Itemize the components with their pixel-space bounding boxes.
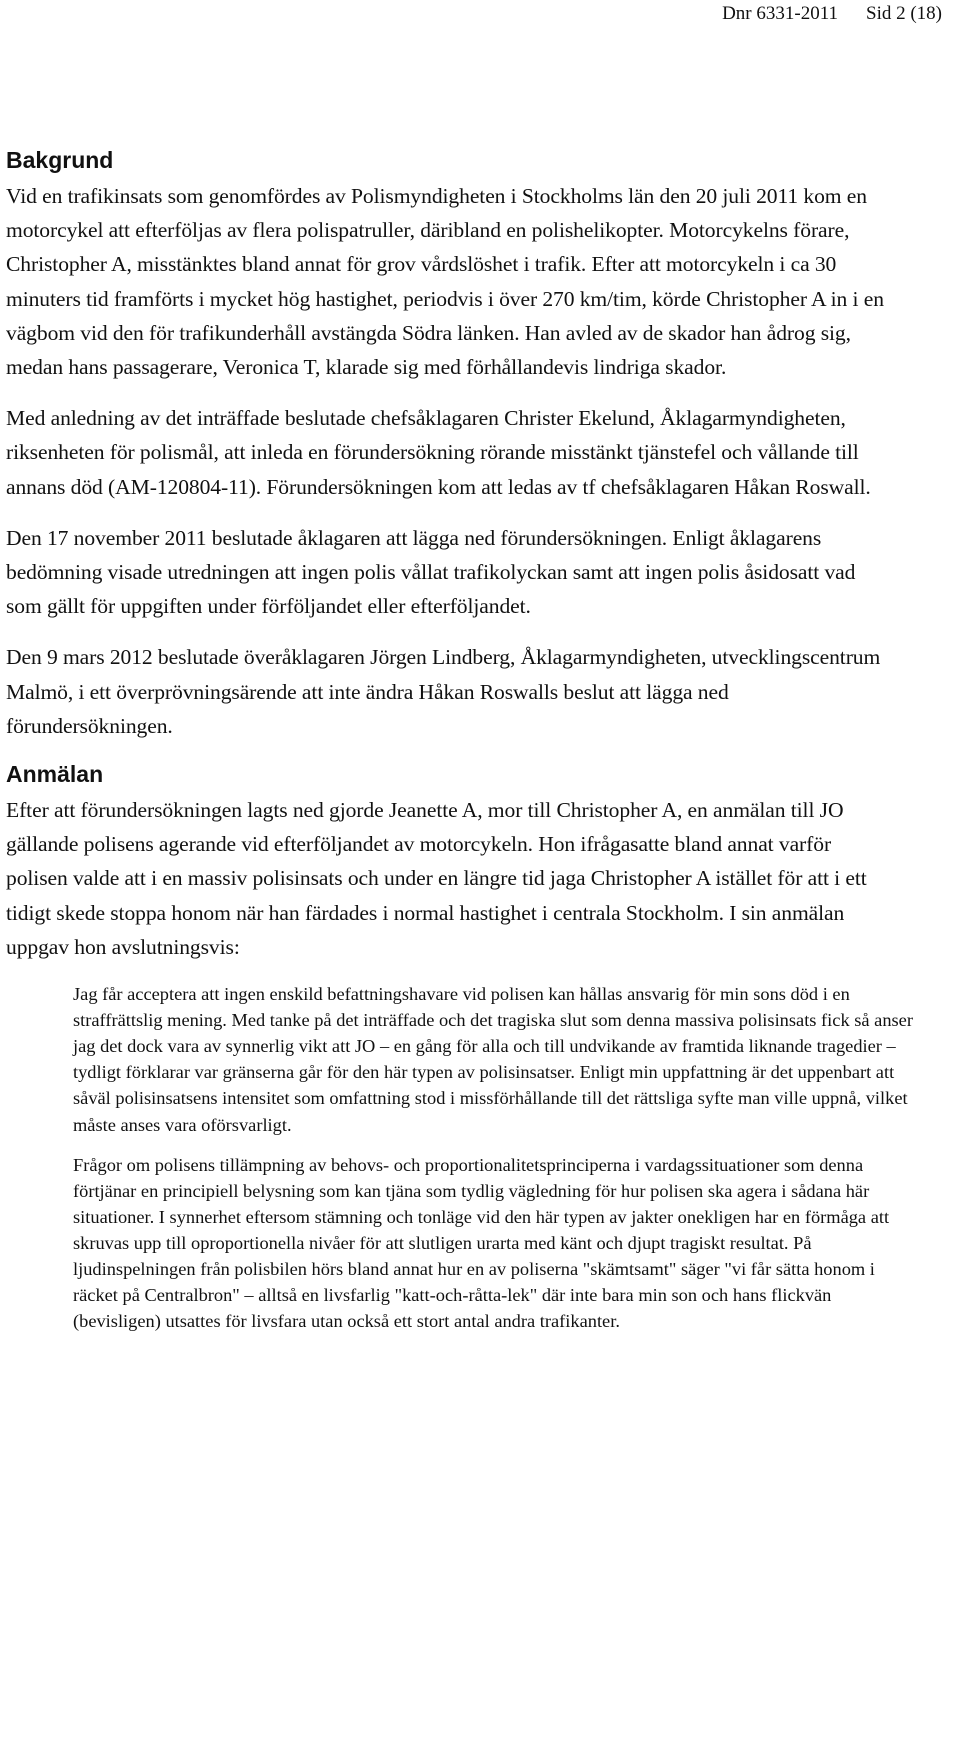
- section-bakgrund: [6, 146, 896, 743]
- quote-paragraph: Frågor om polisens tillämpning av behovs- och proportionalitetsprinciperna i vardagssituationer som denna förtjänar en principiell belysning som kan tjäna som tydlig vägledning för hur polisen ska agera i sådana här situationer. I synnerhet eftersom stämning och tonläge vid den här typen av jakter onekligen har en förmåga att skruvas upp till oproportionella nivåer för att slutligen urarta med känt och djupt tragiskt resultat. På ljudinspelningen från polisbilen hörs bland annat hur en av poliserna "skämtsamt" säger "vi får sätta honom i räcket på Centralbron" – alltså en livsfarlig "katt-och-råtta-lek" där inte bara min son och hans flickvän (bevisligen) utsattes för livsfara utan också ett stort antal andra trafikanter.: [73, 1154, 890, 1332]
- paragraph: Vid en trafikinsats som genomfördes av Polismyndigheten i Stockholms län den 20 juli 2011 kom en motorcykel att efterföljas av flera polispatruller, däribland en polishelikopter. Motorcykelns förare, Christopher A, misstänktes bland annat för grov vårdslöshet i trafik. Efter att motorcykeln i ca 30 minuters tid framförts i mycket hög hastighet, periodvis i över 270 km/tim, körde Christopher A in i en vägbom vid den för trafikunderhåll avstängda Södra länken. Han avled av de skador han ådrog sig, medan hans passagerare, Veronica T, klarade sig med förhållandevis lindriga skador.: [6, 184, 884, 380]
- paragraph: Den 17 november 2011 beslutade åklagaren att lägga ned förundersökningen. Enligt åklagarens bedömning visade utredningen att ingen polis vållat trafikolyckan samt att ingen polis åsidosatt vad som gällt för uppgiften under förföljandet eller efterföljandet.: [6, 525, 856, 619]
- document-body: [6, 146, 913, 1348]
- block-quote: [73, 981, 913, 1334]
- paragraph: Efter att förundersökningen lagts ned gjorde Jeanette A, mor till Christopher A, en anmälan till JO gällande polisens agerande vid efterföljandet av motorcykeln. Hon ifrågasatte bland annat varför polisen valde att i en massiv polisinsats och under en längre tid jaga Christopher A istället för att i ett tidigt skede stoppa honom när han färdades i normal hastighet i centrala Stockholm. I sin anmälan uppgav hon avslutningsvis:: [6, 798, 867, 959]
- quote-paragraph: Jag får acceptera att ingen enskild befattningshavare vid polisen kan hållas ansvarig för min sons död i en straffrättslig mening. Med tanke på det inträffade och det tragiska slut som denna massiva polisinsats fick så anser jag det dock vara av synnerlig vikt att JO – en gång för alla och till undvikande av framtida liknande tragedier – tydligt förklarar var gränserna går för den här typen av polisinsatser. Enligt min uppfattning är det uppenbart att såväl polisinsatsens intensitet som omfattning stod i missförhållande till det rättsliga syfte man ville uppnå, vilket måste anses vara oförsvarligt.: [73, 984, 913, 1135]
- section-heading-bakgrund: Bakgrund: [6, 147, 114, 173]
- paragraph: Den 9 mars 2012 beslutade överåklagaren Jörgen Lindberg, Åklagarmyndigheten, utvecklingscentrum Malmö, i ett överprövningsärende att inte ändra Håkan Roswalls beslut att lägga ned förundersökningen.: [6, 645, 881, 738]
- page-number: Sid 2 (18): [866, 3, 942, 24]
- section-anmalan: [6, 760, 913, 1334]
- page-header: [722, 2, 942, 26]
- section-heading-anmalan: Anmälan: [6, 761, 104, 788]
- case-number: Dnr 6331-2011: [722, 3, 838, 24]
- paragraph: Med anledning av det inträffade beslutade chefsåklagaren Christer Ekelund, Åklagarmyndigheten, riksenheten för polismål, att inleda en förundersökning rörande misstänkt tjänstefel och vållande till annans död (AM-120804-11). Förundersökningen kom att ledas av tf chefsåklagaren Håkan Roswall.: [6, 406, 871, 499]
